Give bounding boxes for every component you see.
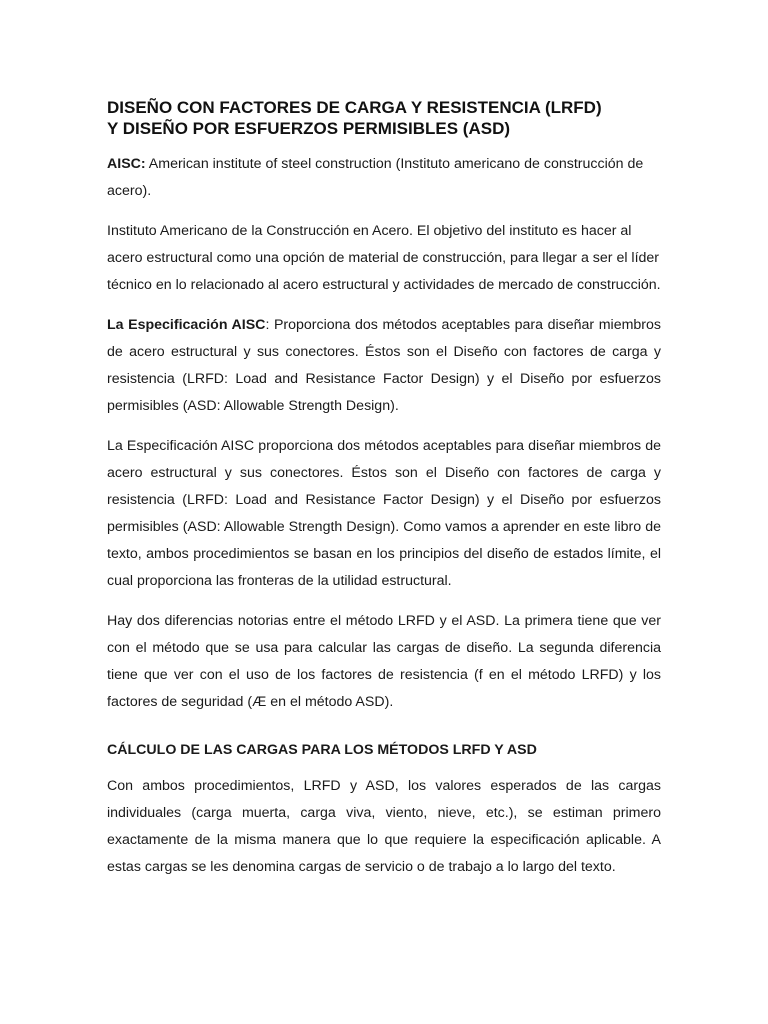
- aisc-definition-text: American institute of steel construction (Instituto americano de construcción de acero).: [107, 156, 644, 199]
- specification-text: : Proporciona dos métodos aceptables para diseñar miembros de acero estructural y sus conectores. Éstos son el Diseño con factores de carga y resistencia (LRFD: Load and Resistance Factor Design) y el Diseño por esfuerzos permisibles (ASD: Allowable Strength Design).: [107, 317, 662, 414]
- section-heading-loads: CÁLCULO DE LAS CARGAS PARA LOS MÉTODOS LRFD Y ASD: [107, 742, 537, 758]
- aisc-definition-paragraph: [107, 151, 661, 205]
- loads-paragraph: Con ambos procedimientos, LRFD y ASD, los valores esperados de las cargas individuales (carga muerta, carga viva, viento, nieve, etc.), se estiman primero exactamente de la misma manera que lo que requiere la especificación aplicable. A estas cargas se les denomina cargas de servicio o de trabajo a lo largo del texto.: [107, 778, 661, 875]
- institute-paragraph: Instituto Americano de la Construcción en Acero. El objetivo del instituto es hacer al acero estructural como una opción de material de construcción, para llegar a ser el líder técnico en lo relacionado al acero estructural y actividades de mercado de construcción.: [107, 223, 661, 293]
- document-title: [107, 97, 661, 139]
- specification-paragraph: [107, 312, 661, 420]
- specification-detail-paragraph: La Especificación AISC proporciona dos métodos aceptables para diseñar miembros de acero estructural y sus conectores. Éstos son el Diseño con factores de carga y resistencia (LRFD: Load and Resistance Factor Design) y el Diseño por esfuerzos permisibles (ASD: Allowable Strength Design). Como vamos a aprender en este libro de texto, ambos procedimientos se basan en los principios del diseño de estados límite, el cual proporciona las fronteras de la utilidad estructural.: [107, 438, 661, 589]
- differences-paragraph: Hay dos diferencias notorias entre el método LRFD y el ASD. La primera tiene que ver con el método que se usa para calcular las cargas de diseño. La segunda diferencia tiene que ver con el uso de los factores de resistencia (f en el método LRFD) y los factores de seguridad (Æ en el método ASD).: [107, 613, 661, 710]
- aisc-label: AISC:: [107, 156, 146, 172]
- title-line-2: Y DISEÑO POR ESFUERZOS PERMISIBLES (ASD): [107, 119, 511, 138]
- specification-label: La Especificación AISC: [107, 317, 266, 333]
- document-page: [107, 97, 661, 894]
- title-line-1: DISEÑO CON FACTORES DE CARGA Y RESISTENCIA (LRFD): [107, 98, 602, 117]
